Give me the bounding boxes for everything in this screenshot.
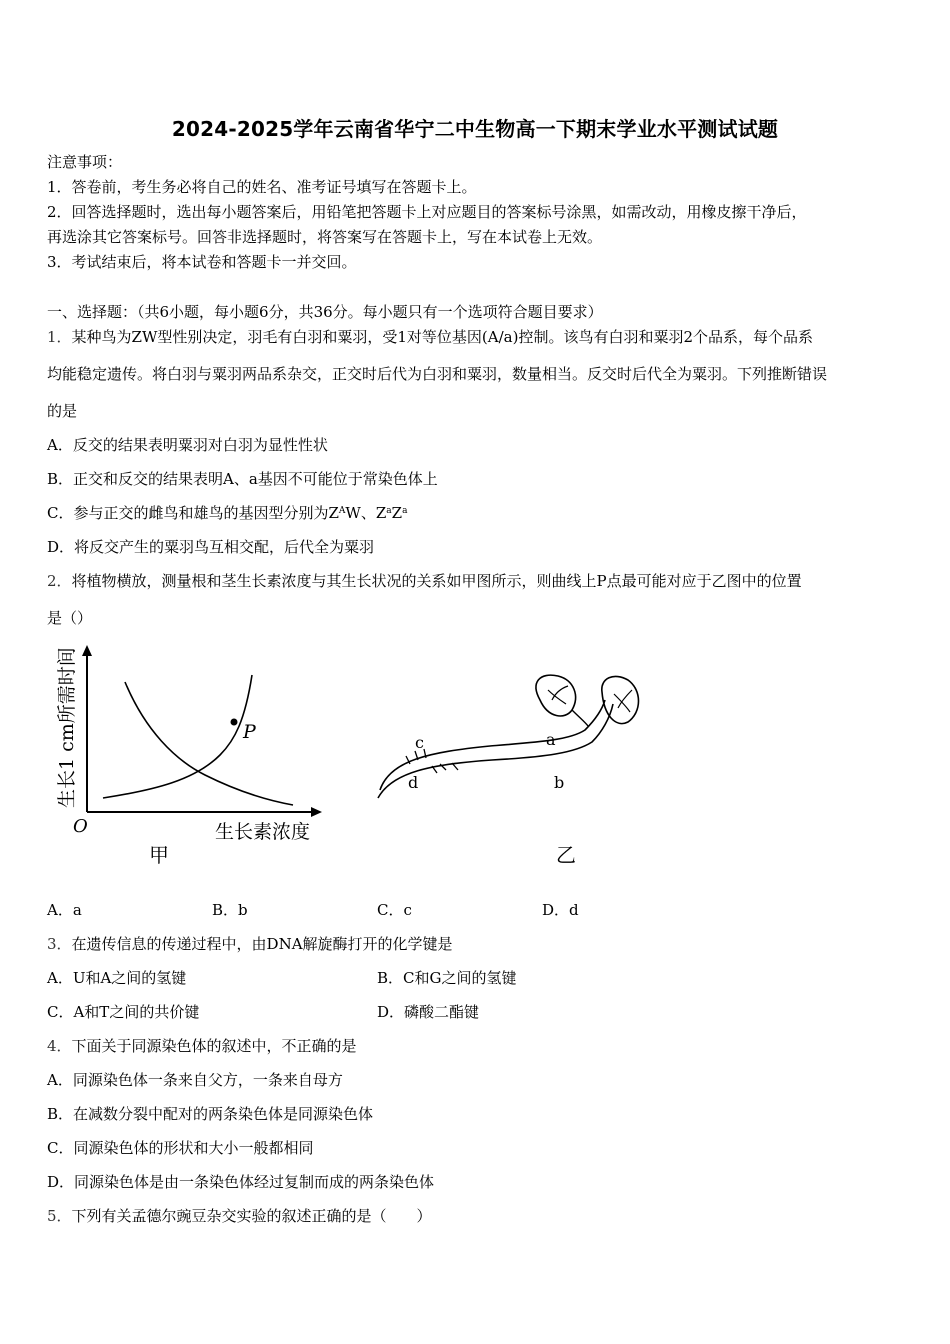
option-c[interactable]: C．A和T之间的共价键 [47, 1003, 200, 1021]
label-d: d [408, 773, 419, 792]
question-1 [47, 326, 813, 348]
root-hairs [406, 749, 458, 773]
option-b[interactable]: B．正交和反交的结果表明A、a基因不可能位于常染色体上 [47, 470, 438, 488]
notice-item: 再选涂其它答案标号。回答非选择题时，将答案写在答题卡上，写在本试卷上无效。 [47, 228, 603, 246]
option-b[interactable]: B．在减数分裂中配对的两条染色体是同源染色体 [47, 1105, 374, 1123]
leaf-left [536, 675, 575, 716]
notice-item: 3．考试结束后，将本试卷和答题卡一并交回。 [47, 253, 357, 271]
option-a[interactable]: A．U和A之间的氢键 [47, 969, 187, 987]
question-stem: 下面关于同源染色体的叙述中，不正确的是 [71, 1037, 357, 1055]
option-c-text: Z [391, 504, 403, 522]
figure-caption: 甲 [149, 843, 169, 867]
question-number: 3． [47, 935, 72, 953]
curve-decreasing [125, 682, 293, 805]
question-stem: 下列有关孟德尔豌豆杂交实验的叙述正确的是（ ） [71, 1207, 432, 1225]
option-b[interactable]: B．C和G之间的氢键 [377, 969, 517, 987]
notice-heading: 注意事项： [47, 153, 123, 171]
question-2 [47, 570, 802, 592]
x-axis-label: 生长素浓度 [215, 821, 311, 843]
question-number: 4． [47, 1037, 72, 1055]
question-3 [47, 933, 453, 955]
label-c: c [415, 733, 424, 752]
option-d[interactable]: D．将反交产生的粟羽鸟互相交配，后代全为粟羽 [47, 538, 375, 556]
option-c[interactable]: C．同源染色体的形状和大小一般都相同 [47, 1139, 314, 1157]
leaf-vein [614, 690, 632, 712]
figure-yi [370, 660, 660, 875]
point-label: P [243, 721, 256, 743]
question-stem: 某种鸟为ZW型性别决定，羽毛有白羽和粟羽，受1对等位基因(A/a)控制。该鸟有白羽和粟羽2个品系，每个品系 [71, 328, 814, 346]
question-number: 5． [47, 1207, 72, 1225]
origin-label: O [73, 816, 88, 837]
label-b: b [554, 773, 565, 792]
superscript: a [386, 506, 392, 516]
option-a[interactable]: A．反交的结果表明粟羽对白羽为显性性状 [47, 436, 328, 454]
question-number: 2． [47, 572, 72, 590]
option-c-text: C．参与正交的雌鸟和雄鸟的基因型分别为Z [47, 504, 339, 522]
section-heading: 一、选择题：（共6小题，每小题6分，共36分。每小题只有一个选项符合题目要求） [47, 303, 603, 321]
question-stem: 将植物横放，测量根和茎生长素浓度与其生长状况的关系如甲图所示，则曲线上P点最可能对应于乙图中的位置 [71, 572, 802, 590]
curve-increasing [103, 675, 252, 798]
option-c-text: W、Z [345, 504, 387, 522]
figure-jia [45, 640, 345, 875]
page-title: 2024-2025学年云南省华宁二中生物高一下期末学业水平测试试题 [171, 117, 779, 141]
option-b[interactable]: B．b [212, 901, 248, 919]
superscript: a [402, 506, 408, 516]
question-4 [47, 1035, 357, 1057]
question-stem-line: 的是 [47, 402, 78, 420]
question-stem-line: 均能稳定遗传。将白羽与粟羽两品系杂交，正交时后代为白羽和粟羽，数量相当。反交时后代全为粟羽。下列推断错误 [47, 365, 828, 383]
question-number: 1． [47, 328, 72, 346]
option-d[interactable]: D．d [542, 901, 579, 919]
option-a[interactable]: A．a [47, 901, 82, 919]
label-a: a [546, 730, 556, 749]
question-5 [47, 1205, 432, 1227]
y-axis-arrow [82, 645, 92, 656]
leaf-stalk [572, 710, 588, 726]
leaf-vein [548, 686, 568, 704]
option-a[interactable]: A．同源染色体一条来自父方，一条来自母方 [47, 1071, 343, 1089]
figure-caption: 乙 [556, 843, 576, 867]
point-p [231, 719, 238, 726]
option-d[interactable]: D．同源染色体是由一条染色体经过复制而成的两条染色体 [47, 1173, 435, 1191]
y-axis-label: 生长1 cm所需时间 [56, 647, 78, 808]
option-c[interactable] [47, 502, 407, 524]
option-c[interactable]: C．c [377, 901, 412, 919]
x-axis-arrow [311, 807, 322, 817]
notice-item: 1．答卷前，考生务必将自己的姓名、准考证号填写在答题卡上。 [47, 178, 477, 196]
question-stem-line: 是（） [47, 609, 93, 627]
notice-item: 2．回答选择题时，选出每小题答案后，用铅笔把答题卡上对应题目的答案标号涂黑，如需改动，用橡皮擦干净后， [47, 203, 807, 221]
option-d[interactable]: D．磷酸二酯键 [377, 1003, 480, 1021]
question-stem: 在遗传信息的传递过程中，由DNA解旋酶打开的化学键是 [71, 935, 453, 953]
superscript: A [338, 506, 346, 516]
